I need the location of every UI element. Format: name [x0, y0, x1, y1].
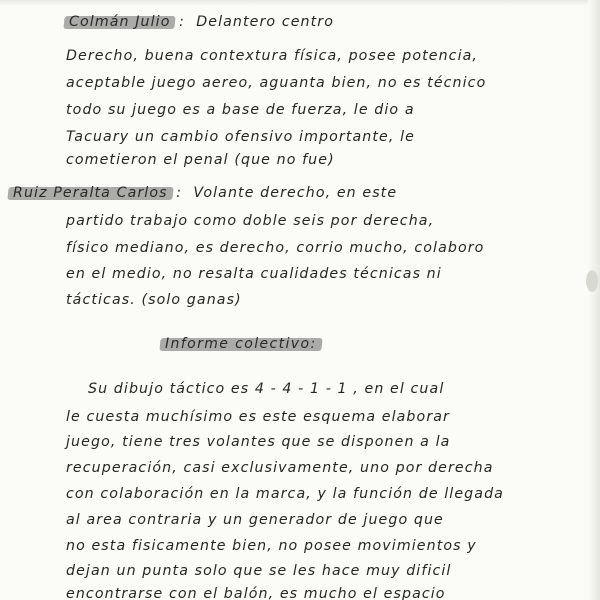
section-1-text-1: Delantero centro: [196, 14, 335, 30]
section-3-line-2: le cuesta muchísimo es este esquema elaborar: [66, 409, 450, 425]
section-1-line-1: Colmán Julio : Delantero centro: [66, 14, 334, 30]
section-2-text-1: Volante derecho, en este: [193, 185, 398, 201]
section-3-line-6: al area contraria y un generador de juego que: [66, 512, 444, 528]
player-name-ruiz-peralta: Ruiz Peralta Carlos: [10, 185, 171, 201]
section-2-line-1: Ruiz Peralta Carlos : Volante derecho, en este: [10, 185, 397, 201]
section-3-line-7: no esta fisicamente bien, no posee movimientos y: [66, 538, 477, 554]
section-1-line-3: aceptable juego aereo, aguanta bien, no es técnico: [66, 75, 487, 91]
section-3-line-4: recuperación, casi exclusivamente, uno por derecha: [66, 460, 494, 476]
section-1-line-5: Tacuary un cambio ofensivo importante, le: [66, 129, 415, 145]
section-3-line-8: dejan un punta solo que se les hace muy dificil: [66, 563, 452, 579]
section-2-line-2: partido trabajo como doble seis por derecha,: [66, 213, 435, 229]
section-1-line-2: Derecho, buena contextura física, posee potencia,: [66, 48, 479, 64]
section-1-line-4: todo su juego es a base de fuerza, le dio a: [66, 102, 415, 118]
punch-hole: [586, 270, 598, 292]
section-3-heading: [162, 336, 320, 352]
player-name-colman: Colmán Julio: [66, 14, 173, 30]
section-2-line-3: físico mediano, es derecho, corrio mucho, colaboro: [66, 240, 485, 256]
page-right-edge: [588, 0, 600, 600]
heading-highlight: Informe colectivo:: [162, 336, 320, 352]
section-2-line-5: tácticas. (solo ganas): [66, 292, 242, 308]
section-3-line-5: con colaboración en la marca, y la función de llegada: [66, 486, 504, 502]
section-3-line-1: Su dibujo táctico es 4 - 4 - 1 - 1 , en el cual: [88, 381, 445, 397]
page-top-edge: [0, 0, 600, 6]
section-3-line-3: juego, tiene tres volantes que se disponen a la: [66, 434, 451, 450]
section-3-line-9: encontrarse con el balón, es mucho el espacio: [66, 586, 446, 600]
section-1-line-6: cometieron el penal (que no fue): [66, 152, 335, 168]
section-2-line-4: en el medio, no resalta cualidades técnicas ni: [66, 266, 442, 282]
